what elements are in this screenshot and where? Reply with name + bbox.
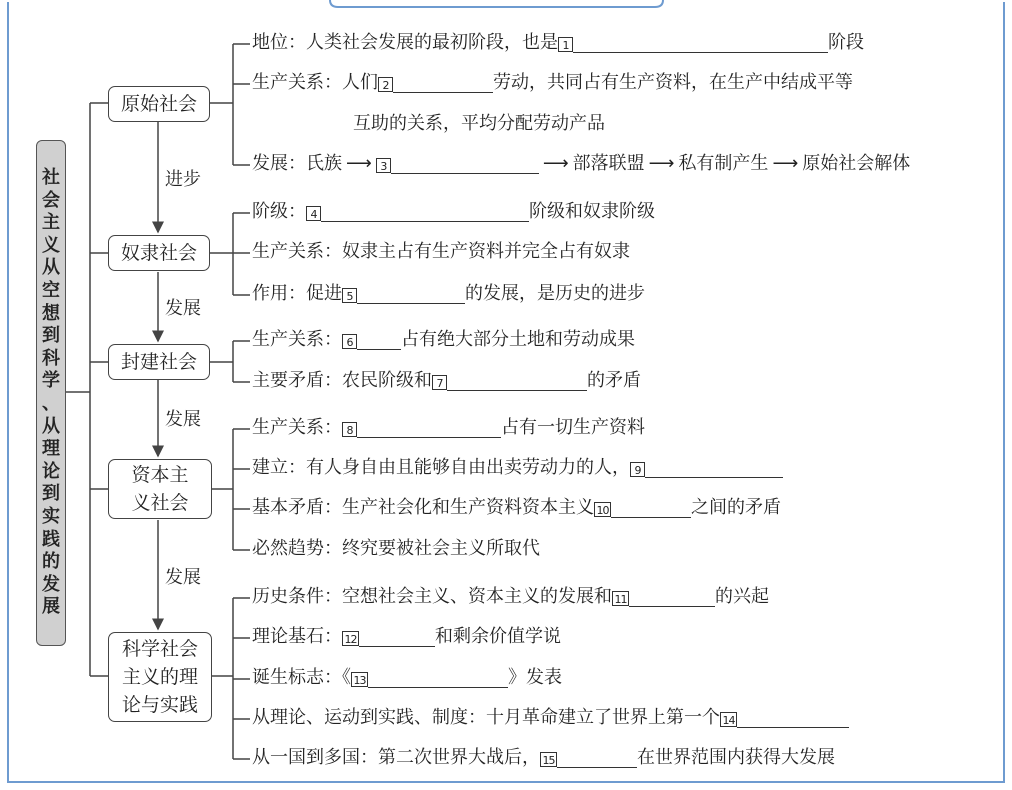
title-char: 践 [42,528,60,550]
answer-blank[interactable] [557,747,637,768]
answer-blank[interactable] [645,457,783,478]
blank-number: 6 [342,334,357,349]
title-char: 科 [42,347,60,369]
blank-number: 8 [342,422,357,437]
capitalist-trend-line: 必然趋势：终究要被社会主义所取代 [252,538,540,559]
stage-label: 论与实践 [121,694,198,716]
primitive-status-line: 地位：人类社会发展的最初阶段，也是 1 阶段 [252,32,864,53]
transition-label: 进步 [162,166,204,194]
stage-label: 资本主 [131,464,189,486]
capitalist-relation-line: 生产关系： 8 占有一切生产资料 [252,417,645,438]
blank-number: 14 [720,712,737,727]
stage-label: 科学社会 [121,638,198,660]
slave-role-line: 作用：促进 5 的发展，是历史的进步 [252,283,645,304]
stage-slave-society [108,235,210,271]
slave-class-line: 阶级： 4 阶级和奴隶阶级 [252,201,655,222]
title-char: 发 [42,573,60,595]
transition-label: 发展 [162,564,204,592]
stage-capitalist-society [108,459,212,519]
answer-blank[interactable] [573,32,828,53]
socialism-birth-line: 诞生标志：《 13 》发表 [252,667,562,688]
blank-number: 1 [558,37,573,52]
title-char: 到 [42,325,60,347]
blank-number: 9 [630,462,645,477]
stage-label: 封建社会 [120,351,197,373]
socialism-basis-line: 理论基石： 12 和剩余价值学说 [252,626,561,647]
transition-label: 发展 [162,295,204,323]
stage-primitive-society [108,86,210,122]
title-char: 空 [42,280,60,302]
title-char: 学 [42,370,60,392]
blank-number: 5 [342,288,357,303]
title-char: 实 [42,505,60,527]
title-char: 从 [42,257,60,279]
answer-blank[interactable] [447,370,587,391]
title-char: 会 [42,189,60,211]
answer-blank[interactable] [321,201,529,222]
transition-label: 发展 [162,406,204,434]
socialism-condition-line: 历史条件：空想社会主义、资本主义的发展和 11 的兴起 [252,586,769,607]
answer-blank[interactable] [629,586,715,607]
answer-blank[interactable] [357,329,401,350]
capitalist-contradiction-line: 基本矛盾：生产社会化和生产资料资本主义 10 之间的矛盾 [252,497,781,518]
answer-blank[interactable] [359,626,435,647]
title-char: 论 [42,460,60,482]
stage-feudal-society [108,344,210,380]
capitalist-establish-line: 建立：有人身自由且能够自由出卖劳动力的人， 9 [252,456,783,480]
blank-number: 11 [612,591,629,606]
title-char: 从 [42,415,60,437]
blank-number: 2 [378,77,393,92]
right-arrow-icon: ⟶ [346,153,372,174]
title-char: 义 [42,234,60,256]
blank-number: 4 [306,206,321,221]
stage-label: 义社会 [131,492,189,514]
stage-label: 奴隶社会 [120,242,197,264]
blank-number: 7 [432,375,447,390]
stage-label: 主义的理 [121,666,198,688]
stage-scientific-socialism [108,632,212,722]
answer-blank[interactable] [737,707,849,728]
title-char: 理 [42,438,60,460]
title-char: 主 [42,212,60,234]
title-char: 、 [42,393,60,414]
blank-number: 12 [342,631,359,646]
stage-label: 原始社会 [120,93,197,115]
primitive-development-line: 发展：氏族 ⟶ 3 ⟶ 部落联盟 ⟶ 私有制产生 ⟶ 原始社会解体 [252,153,911,174]
right-arrow-icon: ⟶ [542,153,569,174]
feudal-contradiction-line: 主要矛盾：农民阶级和 7 的矛盾 [252,370,641,391]
blank-number: 13 [351,672,368,687]
answer-blank[interactable] [357,283,465,304]
title-char: 社 [42,167,60,189]
answer-blank[interactable] [393,72,493,93]
answer-blank[interactable] [391,153,539,174]
answer-blank[interactable] [611,497,691,518]
socialism-multi-country-line: 从一国到多国：第二次世界大战后， 15 在世界范围内获得大发展 [252,747,835,768]
title-char: 想 [42,302,60,324]
title-char: 的 [42,551,60,573]
feudal-relation-line: 生产关系： 6 占有绝大部分土地和劳动成果 [252,329,635,350]
right-arrow-icon: ⟶ [648,153,675,174]
vertical-title [36,140,66,646]
slave-relation-line: 生产关系：奴隶主占有生产资料并完全占有奴隶 [252,241,630,262]
title-char: 到 [42,483,60,505]
blank-number: 10 [594,502,611,517]
right-arrow-icon: ⟶ [772,153,799,174]
primitive-relation-line: 生产关系：人们 2 劳动，共同占有生产资料，在生产中结成平等 [252,72,853,93]
socialism-practice-line: 从理论、运动到实践、制度：十月革命建立了世界上第一个 14 [252,706,849,730]
blank-number: 15 [540,752,557,767]
answer-blank[interactable] [357,417,501,438]
title-char: 展 [42,596,60,618]
answer-blank[interactable] [368,667,508,688]
blank-number: 3 [376,158,391,173]
primitive-relation-continued: 互助的关系，平均分配劳动产品 [353,113,605,134]
